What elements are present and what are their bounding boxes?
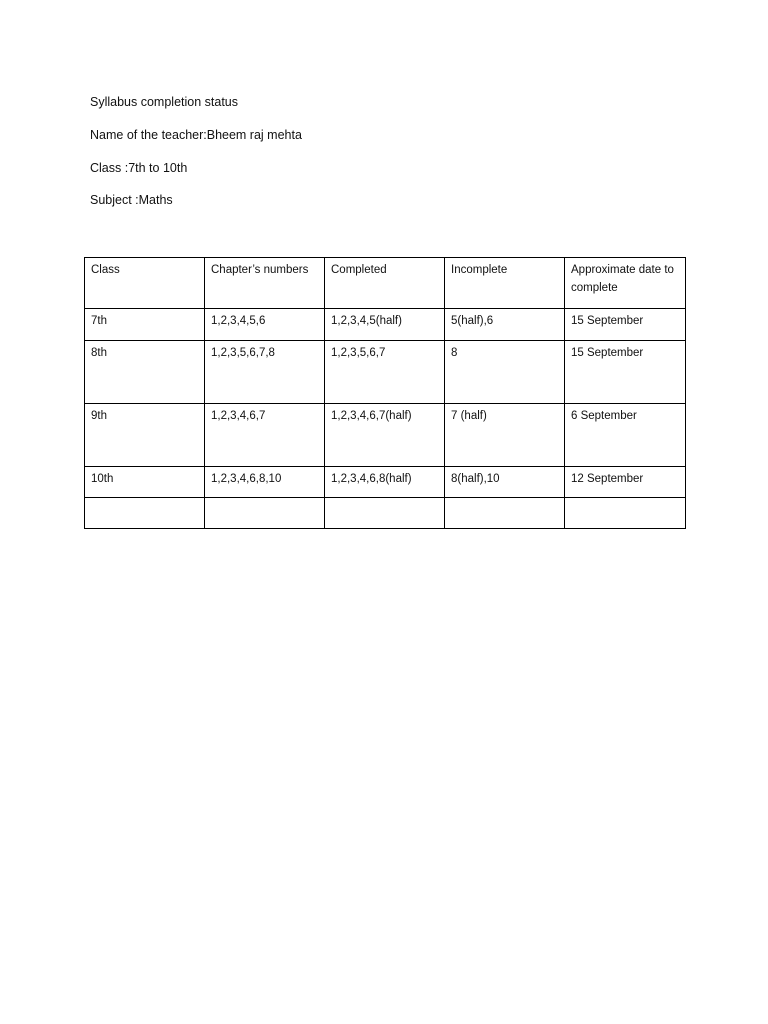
syllabus-status-table	[84, 257, 686, 529]
header-completed: Completed	[325, 258, 445, 309]
cell-empty	[205, 498, 325, 529]
teacher-name: Name of the teacher:Bheem raj mehta	[90, 128, 302, 142]
cell-class: 9th	[85, 404, 205, 467]
table-row	[85, 309, 686, 341]
cell-empty	[85, 498, 205, 529]
header-incomplete: Incomplete	[445, 258, 565, 309]
cell-completed: 1,2,3,4,5(half)	[325, 309, 445, 341]
subject: Subject :Maths	[90, 193, 173, 207]
cell-chapters: 1,2,3,4,6,7	[205, 404, 325, 467]
cell-empty	[565, 498, 686, 529]
cell-completed: 1,2,3,4,6,8(half)	[325, 467, 445, 498]
cell-class: 8th	[85, 341, 205, 404]
document-title: Syllabus completion status	[90, 95, 238, 109]
class-range: Class :7th to 10th	[90, 161, 188, 175]
cell-empty	[325, 498, 445, 529]
cell-class: 7th	[85, 309, 205, 341]
cell-approx-date: 15 September	[565, 309, 686, 341]
header-chapters: Chapter’s numbers	[205, 258, 325, 309]
cell-class: 10th	[85, 467, 205, 498]
cell-incomplete: 7 (half)	[445, 404, 565, 467]
cell-completed: 1,2,3,5,6,7	[325, 341, 445, 404]
cell-chapters: 1,2,3,4,6,8,10	[205, 467, 325, 498]
header-approx-date: Approximate date to complete	[565, 258, 686, 309]
table-row	[85, 341, 686, 404]
cell-empty	[445, 498, 565, 529]
cell-completed: 1,2,3,4,6,7(half)	[325, 404, 445, 467]
cell-approx-date: 15 September	[565, 341, 686, 404]
cell-incomplete: 8	[445, 341, 565, 404]
cell-incomplete: 8(half),10	[445, 467, 565, 498]
cell-chapters: 1,2,3,4,5,6	[205, 309, 325, 341]
table-row	[85, 404, 686, 467]
cell-approx-date: 6 September	[565, 404, 686, 467]
table-row-empty	[85, 498, 686, 529]
header-class: Class	[85, 258, 205, 309]
table-header-row	[85, 258, 686, 309]
cell-incomplete: 5(half),6	[445, 309, 565, 341]
cell-approx-date: 12 September	[565, 467, 686, 498]
cell-chapters: 1,2,3,5,6,7,8	[205, 341, 325, 404]
table-row	[85, 467, 686, 498]
